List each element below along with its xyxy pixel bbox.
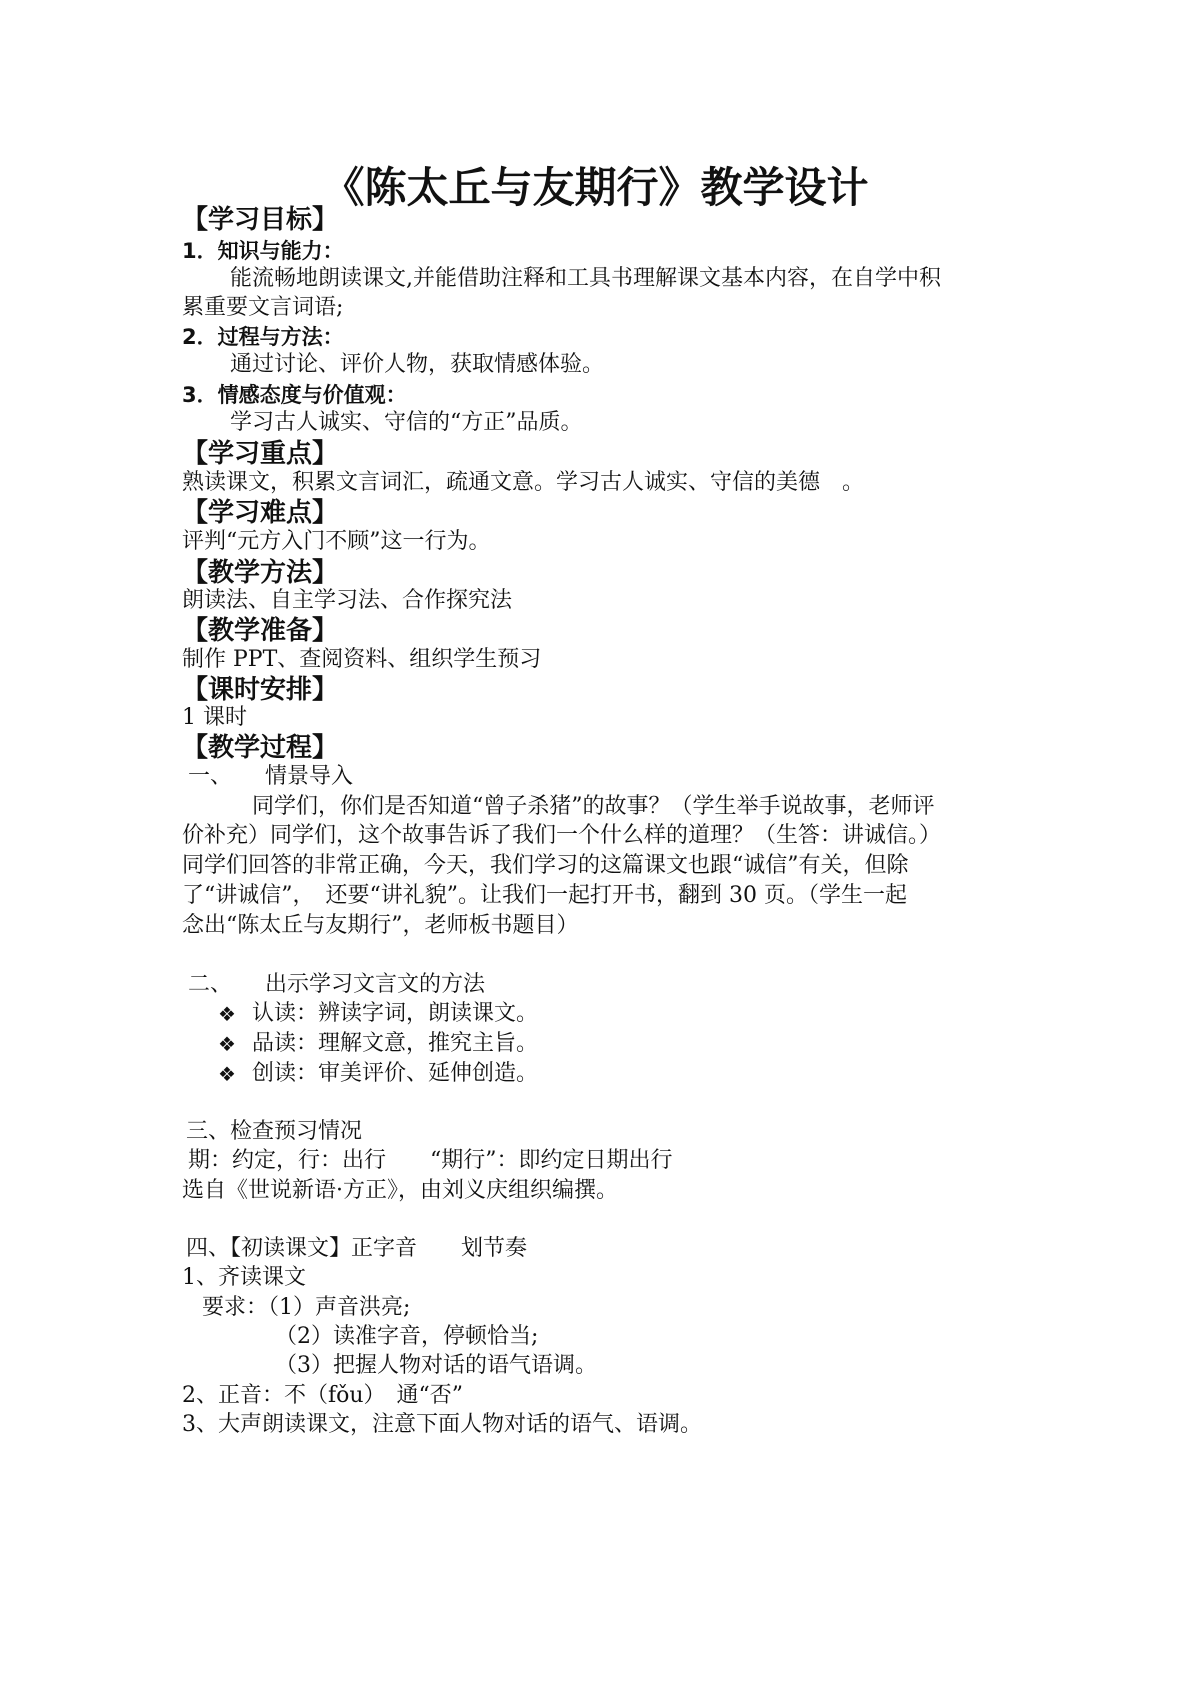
objectives-heading: 【学习目标】 bbox=[182, 205, 339, 235]
objective-3-heading: 3．情感态度与价值观： bbox=[182, 383, 407, 407]
objective-1-text-cont: 累重要文言词语; bbox=[182, 295, 344, 320]
step-3-line: 选自《世说新语·方正》，由刘义庆组织编撰。 bbox=[182, 1178, 618, 1203]
prep-text: 制作 PPT、查阅资料、组织学生预习 bbox=[182, 647, 542, 672]
prep-heading: 【教学准备】 bbox=[182, 616, 339, 646]
step-4-item: 2、正音：不（fǒu） 通“否” bbox=[182, 1383, 464, 1408]
diamond-bullet-icon: ❖ bbox=[218, 1062, 236, 1086]
objective-1-text: 能流畅地朗读课文,并能借助注释和工具书理解课文基本内容，在自学中积 bbox=[230, 266, 941, 291]
step-4-heading: 四、【初读课文】正字音 划节奏 bbox=[186, 1236, 528, 1261]
step-2-heading: 二、 出示学习文言文的方法 bbox=[188, 972, 486, 997]
step-4-requirement: （2）读准字音，停顿恰当; bbox=[275, 1324, 539, 1349]
step-1-paragraph-cont: 念出“陈太丘与友期行”，老师板书题目） bbox=[182, 913, 579, 938]
process-heading: 【教学过程】 bbox=[182, 733, 339, 763]
list-item: 创读：审美评价、延伸创造。 bbox=[252, 1061, 539, 1086]
step-3-line: 期：约定，行：出行 “期行”：即约定日期出行 bbox=[188, 1148, 673, 1173]
list-item: 认读：辨读字词，朗读课文。 bbox=[252, 1001, 539, 1026]
focus-text: 熟读课文，积累文言词汇，疏通文意。学习古人诚实、守信的美德 。 bbox=[182, 470, 865, 495]
step-1-paragraph-cont: 价补充）同学们，这个故事告诉了我们一个什么样的道理？（生答：讲诚信。） bbox=[182, 823, 942, 848]
diamond-bullet-icon: ❖ bbox=[218, 1002, 236, 1026]
step-1-heading: 一、 情景导入 bbox=[188, 764, 354, 789]
step-4-requirement: 要求：（1）声音洪亮; bbox=[202, 1295, 411, 1320]
step-3-heading: 三、检查预习情况 bbox=[186, 1119, 363, 1144]
difficulty-text: 评判“元方入门不顾”这一行为。 bbox=[182, 529, 491, 554]
step-4-requirement: （3）把握人物对话的语气语调。 bbox=[275, 1353, 597, 1378]
document-title: 《陈太丘与友期行》教学设计 bbox=[322, 163, 869, 212]
step-1-paragraph: 同学们，你们是否知道“曾子杀猪”的故事？（学生举手说故事，老师评 bbox=[230, 794, 935, 819]
step-1-paragraph-cont: 了“讲诚信”， 还要“讲礼貌”。让我们一起打开书，翻到 30 页。（学生一起 bbox=[182, 883, 907, 908]
methods-text: 朗读法、自主学习法、合作探究法 bbox=[182, 588, 513, 613]
methods-heading: 【教学方法】 bbox=[182, 558, 339, 588]
schedule-heading: 【课时安排】 bbox=[182, 675, 339, 705]
objective-3-text: 学习古人诚实、守信的“方正”品质。 bbox=[230, 410, 583, 435]
difficulty-heading: 【学习难点】 bbox=[182, 498, 339, 528]
objective-2-heading: 2．过程与方法： bbox=[182, 325, 344, 349]
step-4-item: 1、齐读课文 bbox=[182, 1265, 306, 1290]
diamond-bullet-icon: ❖ bbox=[218, 1032, 236, 1056]
objective-2-text: 通过讨论、评价人物，获取情感体验。 bbox=[230, 352, 605, 377]
step-1-paragraph-cont: 同学们回答的非常正确，今天，我们学习的这篇课文也跟“诚信”有关，但除 bbox=[182, 853, 909, 878]
list-item: 品读：理解文意，推究主旨。 bbox=[252, 1031, 539, 1056]
focus-heading: 【学习重点】 bbox=[182, 439, 339, 469]
objective-1-heading: 1．知识与能力： bbox=[182, 239, 344, 263]
schedule-text: 1 课时 bbox=[182, 705, 247, 730]
step-4-item: 3、大声朗读课文，注意下面人物对话的语气、语调。 bbox=[182, 1412, 702, 1437]
